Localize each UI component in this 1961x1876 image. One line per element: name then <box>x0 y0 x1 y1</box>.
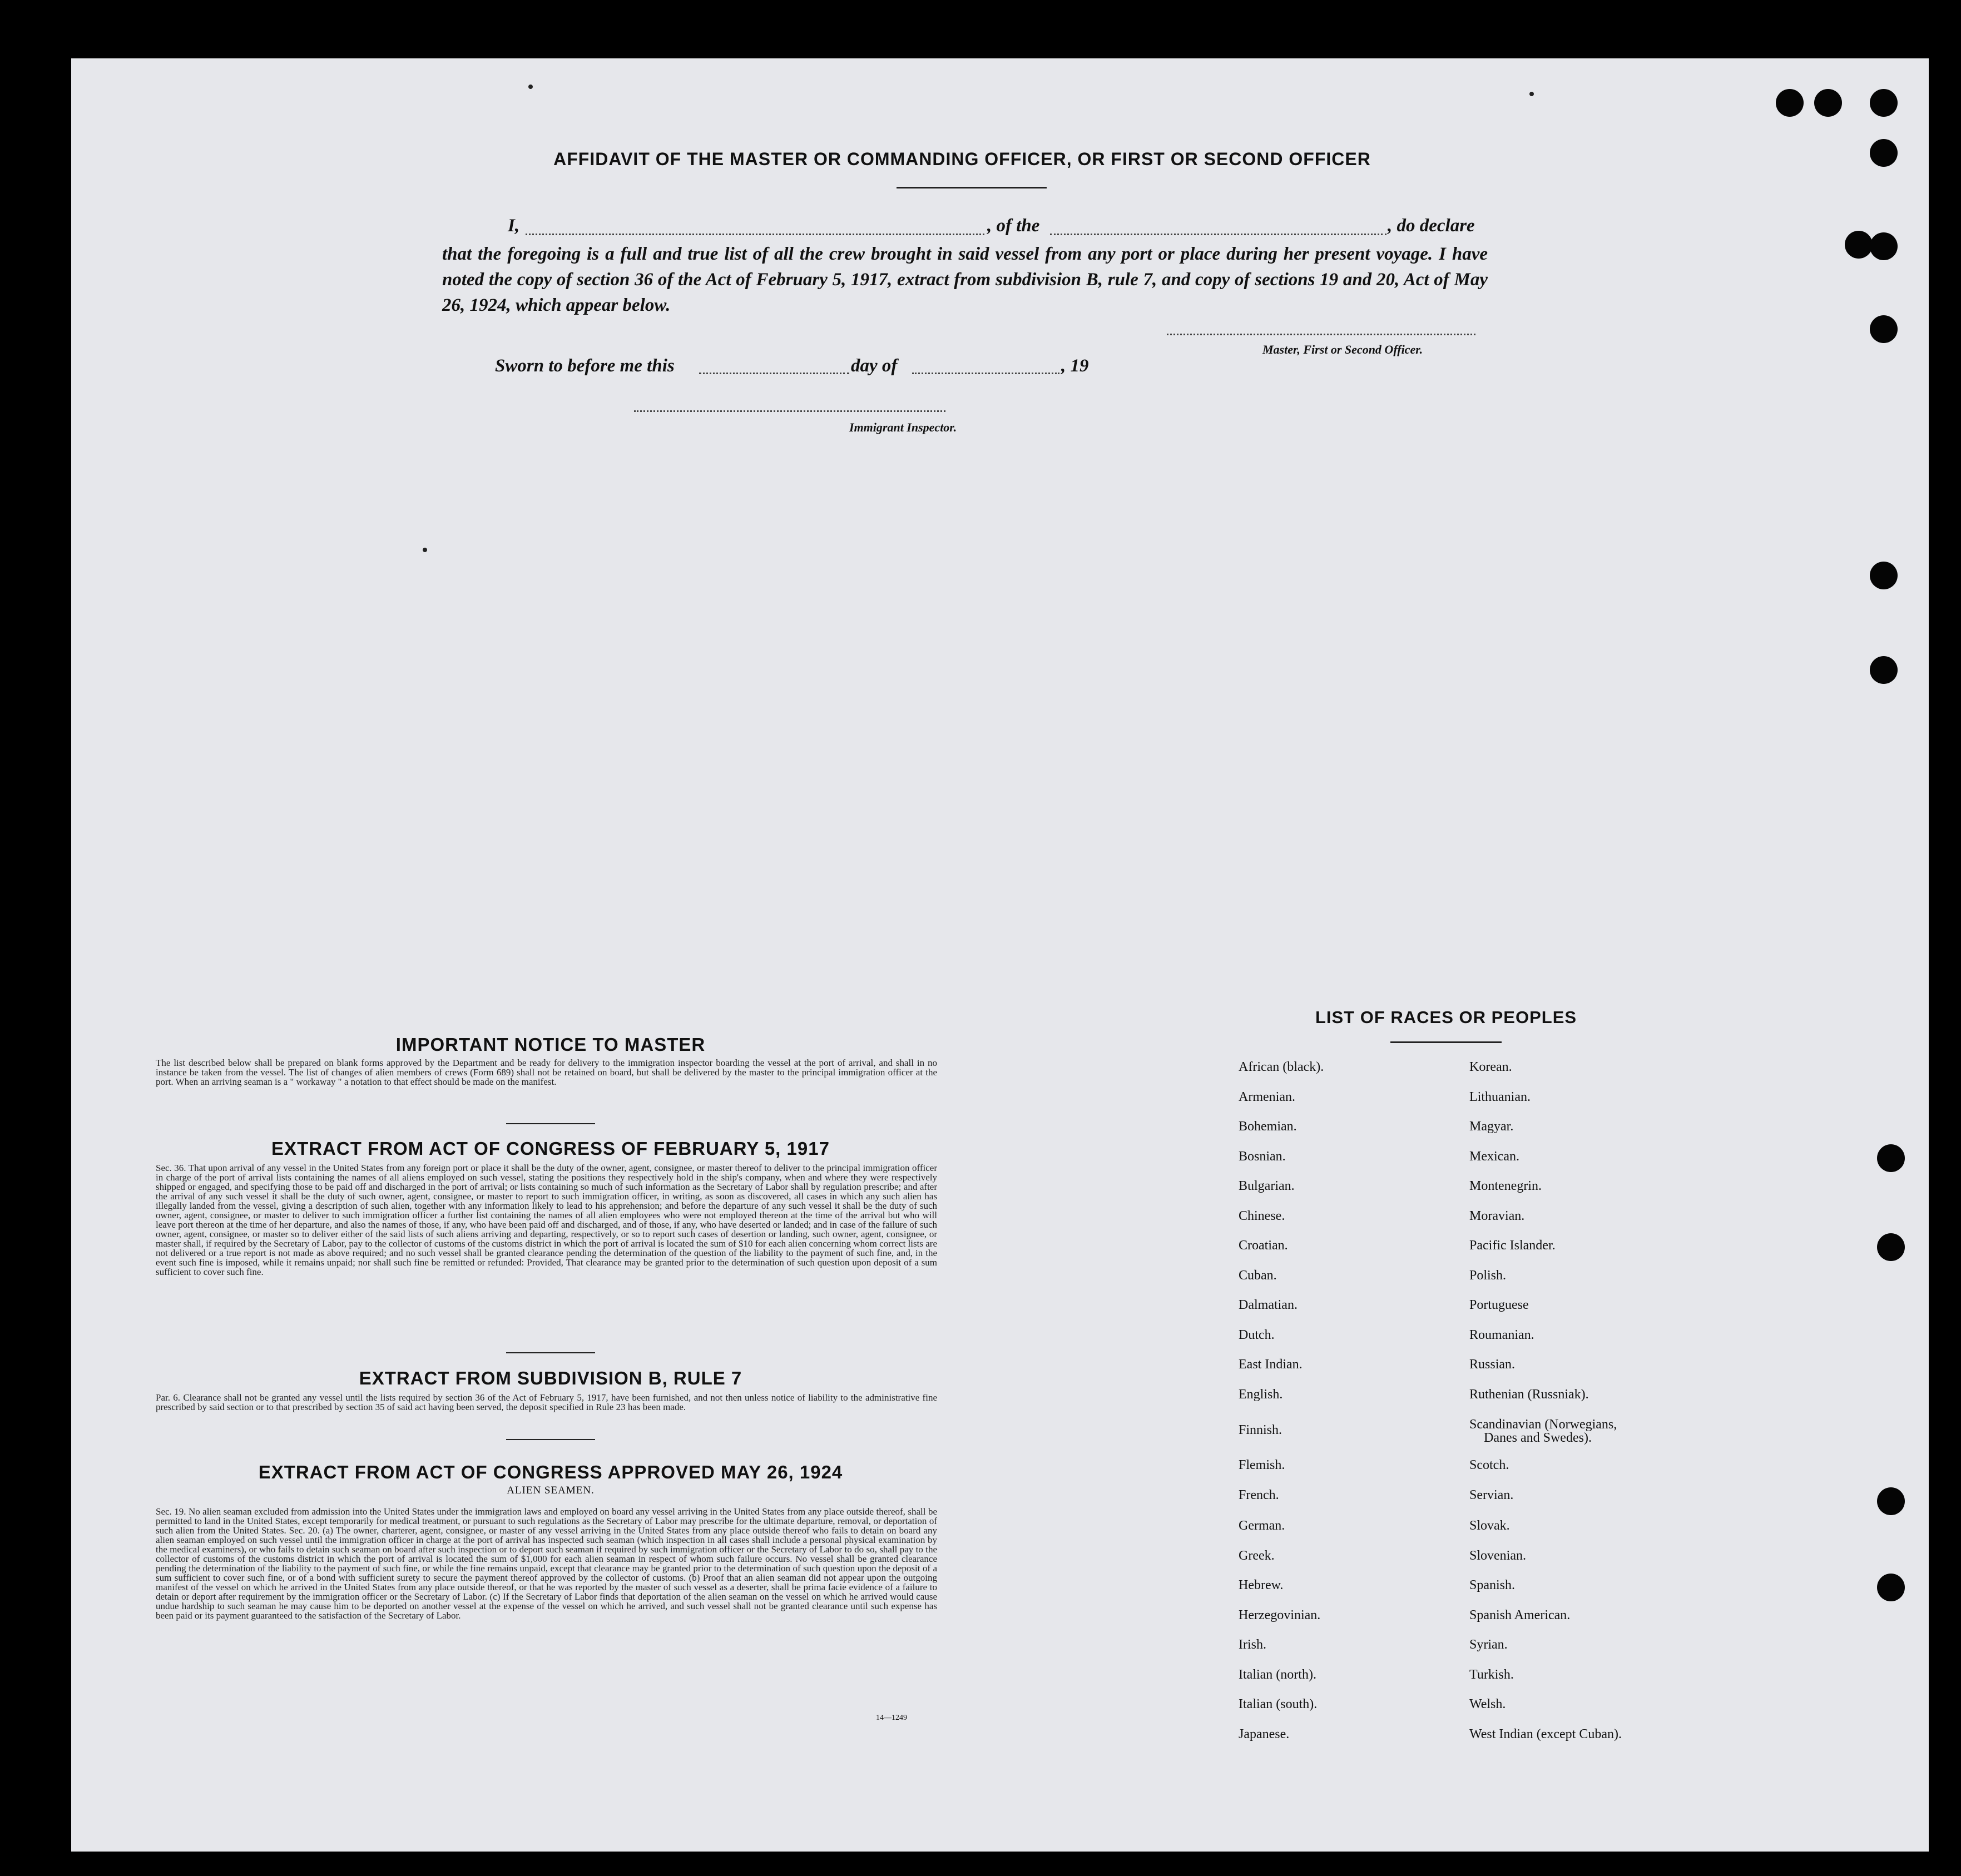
race-item: Turkish. <box>1469 1667 1514 1682</box>
declare-suffix: , do declare <box>1388 216 1475 236</box>
binder-hole <box>1870 656 1898 684</box>
inspector-signature-line <box>634 410 945 412</box>
race-item: Mexican. <box>1469 1149 1519 1164</box>
race-item: Scotch. <box>1469 1458 1509 1472</box>
ink-speck <box>423 548 427 552</box>
extract-1924-body: Sec. 19. No alien seaman excluded from admission into the United States under the immigration laws and employed on board any vessel arriving in the United States from any place outside thereof, shall be permitted to land in the United States, except temporarily for medical treatment, or pursuant to such regulations as the Secretary of Labor may prescribe for the ultimate departure, removal, or deportation of such alien from the United States. Sec. 20. (a) The owner, charterer, agent, consignee, or master of any vessel arriving in the United States from any place outside thereof who fails to detain on board any alien seaman employed on such vessel until the immigration officer in charge at the port of arrival has inspected such seaman (which inspection in all cases shall include a personal physical examination by the medical examiners), or who fails to detain such seaman on board after such inspection or to deport such seaman if required by such immigration officer or the Secretary of Labor to do so, shall pay to the collector of customs of the customs district in which the port of arrival is located the sum of $1,000 for each alien seaman in respect of whom such failure occurs. No vessel shall be granted clearance pending the determination of the liability to the payment of such fine, or while the fine remains unpaid, except that clearance may be granted prior to the determination of such question upon the deposit of a sum sufficient to cover such fine, or of a bond with sufficient surety to secure the payment thereof approved by the collector of customs. (b) Proof that an alien seaman did not appear upon the outgoing manifest of the vessel on which he arrived in the United States from any place outside thereof, or that he was reported by the master of such vessel as a deserter, shall be prima facie evidence of a failure to detain or deport after requirement by the immigration officer or the Secretary of Labor. (c) If the Secretary of Labor finds that deportation of the alien seaman on the vessel on which he arrived would cause undue hardship to such seaman he may cause him to be deported on another vessel at the expense of the vessel on which he arrived, and such vessel shall not be granted clearance until such expense has been paid or its payment guaranteed to the satisfaction of the Secretary of Labor. <box>156 1506 937 1621</box>
race-item: German. <box>1239 1518 1285 1533</box>
race-item: Ruthenian (Russniak). <box>1469 1387 1589 1402</box>
race-item: Bosnian. <box>1239 1149 1286 1164</box>
extract-rule7-title: EXTRACT FROM SUBDIVISION B, RULE 7 <box>359 1368 742 1388</box>
race-item: Magyar. <box>1469 1119 1514 1134</box>
binder-hole <box>1877 1574 1905 1601</box>
race-item: Montenegrin. <box>1469 1179 1542 1193</box>
race-item: Spanish American. <box>1469 1608 1571 1622</box>
extract-rule7-body: Par. 6. Clearance shall not be granted any vessel until the lists required by section 36 of the Act of February 5, 1917, have been furnished, and not then unless notice of liability to the administrative fine prescribed by said section or to that prescribed by section 35 of said act having been served, the deposit specified in Rule 23 has been made. <box>156 1392 937 1412</box>
declarant-prefix: I, <box>508 216 520 236</box>
race-item: Moravian. <box>1469 1209 1525 1223</box>
race-item: Pacific Islander. <box>1469 1238 1556 1253</box>
races-title: LIST OF RACES OR PEOPLES <box>1315 1008 1577 1027</box>
race-item: East Indian. <box>1239 1357 1303 1372</box>
race-item: Hebrew. <box>1239 1578 1284 1592</box>
race-item: Finnish. <box>1239 1423 1282 1437</box>
race-item: Russian. <box>1469 1357 1516 1372</box>
race-item: English. <box>1239 1387 1283 1402</box>
race-item: Flemish. <box>1239 1458 1285 1472</box>
affidavit-title: AFFIDAVIT OF THE MASTER OR COMMANDING OFFICER, OR FIRST OR SECOND OFFICER <box>553 149 1371 169</box>
declarant-name-blank <box>526 234 984 235</box>
title-underline <box>897 187 1047 188</box>
binder-hole <box>1870 315 1898 343</box>
binder-hole <box>1776 89 1804 117</box>
race-item: Scandinavian (Norwegians, <box>1469 1417 1617 1432</box>
race-item: Spanish. <box>1469 1578 1516 1592</box>
binder-hole <box>1877 1144 1905 1172</box>
notice-body: The list described below shall be prepared on blank forms approved by the Department and be ready for delivery to the immigration inspector boarding the vessel at the port of arrival, and shall in no instance be taken from the vessel. The list of changes of alien members of crews (Form 689) shall not be retained on board, but shall be delivered by the master to the principal immigration officer at the port. When an arriving seaman is a " workaway " a notation to that effect should be made on the manifest. <box>156 1058 937 1087</box>
vessel-name-blank <box>1050 234 1386 235</box>
extract-1917-body: Sec. 36. That upon arrival of any vessel in the United States from any foreign port or place it shall be the duty of the owner, agent, consignee, or master thereof to deliver to the principal immigration officer in charge of the port of arrival lists containing the names of all aliens employed on such vessel, stating the positions they respectively hold in the ship's company, when and where they were respectively shipped or engaged, and specifying those to be paid off and discharged in the port of arrival; or lists containing so much of such information as the Secretary of Labor shall by regulation prescribe; and after the arrival of any such vessel it shall be the duty of such owner, agent, consignee, or master to report to such immigration officer, in writing, as soon as discovered, all cases in which any such alien has illegally landed from the vessel, giving a description of such alien, together with any information likely to lead to his apprehension; and before the departure of any such vessel it shall be the duty of such owner, agent, consignee, or master to deliver to such immigration officer a further list containing the names of all alien employees who were not employed thereon at the time of the arrival but who will leave port thereon at the time of her departure, and also the names of those, if any, who have been paid off and discharged, and of those, if any, who have deserted or landed; and in case of the failure of such owner, agent, consignee, or master so to deliver either of the said lists of such aliens arriving and departing, respectively, or so to report such cases of desertion or landing, such owner, agent, consignee, or master shall, if required by the Secretary of Labor, pay to the collector of customs of the customs district in which the port of arrival is located the sum of $10 for each alien concerning whom correct lists are not delivered or a true report is not made as above required; and no such vessel shall be granted clearance pending the determination of the question of the liability to the payment of such fine, and, in the event such fine is imposed, while it remains unpaid; nor shall such fine be remitted or refunded: Provided, That clearance may be granted prior to the determination of such question upon deposit of a sum sufficient to cover such fine. <box>156 1163 937 1277</box>
master-signature-label: Master, First or Second Officer. <box>1262 343 1423 356</box>
ink-speck <box>528 85 533 89</box>
race-item: Slovak. <box>1469 1518 1510 1533</box>
sworn-year: , 19 <box>1061 356 1089 376</box>
race-item: Polish. <box>1469 1268 1507 1283</box>
sworn-day-of: day of <box>851 356 898 376</box>
inspector-signature-label: Immigrant Inspector. <box>849 420 957 434</box>
race-item: Korean. <box>1469 1060 1512 1074</box>
race-item: Servian. <box>1469 1488 1514 1502</box>
race-item: Greek. <box>1239 1549 1275 1563</box>
race-item: Croatian. <box>1239 1238 1288 1253</box>
affidavit-line-1 <box>442 216 1488 241</box>
race-item: African (black). <box>1239 1060 1324 1074</box>
race-item: Lithuanian. <box>1469 1090 1531 1104</box>
race-item: Cuban. <box>1239 1268 1277 1283</box>
section-divider <box>506 1352 595 1353</box>
race-item: Chinese. <box>1239 1209 1285 1223</box>
affidavit-body: that the foregoing is a full and true list of all the crew brought in said vessel from any port or place during her present voyage. I have noted the copy of section 36 of the Act of February 5, 1917, extract from subdivision B, rule 7, and copy of sections 19 and 20, Act of May 26, 1924, which appear below. <box>442 244 1488 315</box>
binder-hole <box>1870 139 1898 167</box>
sworn-month-blank <box>912 373 1059 374</box>
race-item: Syrian. <box>1469 1637 1508 1652</box>
binder-hole <box>1814 89 1842 117</box>
race-item: Irish. <box>1239 1637 1266 1652</box>
race-item: West Indian (except Cuban). <box>1469 1727 1622 1741</box>
race-item: Dutch. <box>1239 1328 1275 1342</box>
race-item: Bohemian. <box>1239 1119 1297 1134</box>
race-item: Slovenian. <box>1469 1549 1526 1563</box>
race-item: Herzegovinian. <box>1239 1608 1321 1622</box>
section-divider <box>506 1439 595 1440</box>
binder-hole <box>1877 1233 1905 1261</box>
binder-hole <box>1870 89 1898 117</box>
binder-hole <box>1845 231 1873 259</box>
sworn-day-blank <box>699 373 849 374</box>
race-item: Italian (north). <box>1239 1667 1316 1682</box>
sworn-prefix: Sworn to before me this <box>495 356 675 376</box>
vessel-prefix: , of the <box>987 216 1040 236</box>
binder-hole <box>1870 232 1898 260</box>
race-item: Dalmatian. <box>1239 1298 1298 1312</box>
race-item: Danes and Swedes). <box>1484 1431 1592 1445</box>
form-number: 14—1249 <box>876 1714 907 1722</box>
race-item: Bulgarian. <box>1239 1179 1295 1193</box>
binder-hole <box>1870 562 1898 589</box>
race-item: Italian (south). <box>1239 1697 1318 1711</box>
extract-1924-title: EXTRACT FROM ACT OF CONGRESS APPROVED MAY 26, 1924 <box>258 1462 843 1482</box>
race-item: Armenian. <box>1239 1090 1295 1104</box>
notice-title: IMPORTANT NOTICE TO MASTER <box>395 1034 706 1055</box>
extract-1917-title: EXTRACT FROM ACT OF CONGRESS OF FEBRUARY 5, 1917 <box>271 1138 830 1159</box>
master-signature-line <box>1167 334 1475 335</box>
race-item: Welsh. <box>1469 1697 1506 1711</box>
race-item: Japanese. <box>1239 1727 1290 1741</box>
ink-speck <box>1529 92 1534 96</box>
races-title-underline <box>1390 1041 1502 1043</box>
race-item: French. <box>1239 1488 1279 1502</box>
section-divider <box>506 1123 595 1124</box>
race-item: Portuguese <box>1469 1298 1529 1312</box>
extract-1924-subtitle: ALIEN SEAMEN. <box>507 1485 595 1496</box>
race-item: Roumanian. <box>1469 1328 1534 1342</box>
binder-hole <box>1877 1487 1905 1515</box>
